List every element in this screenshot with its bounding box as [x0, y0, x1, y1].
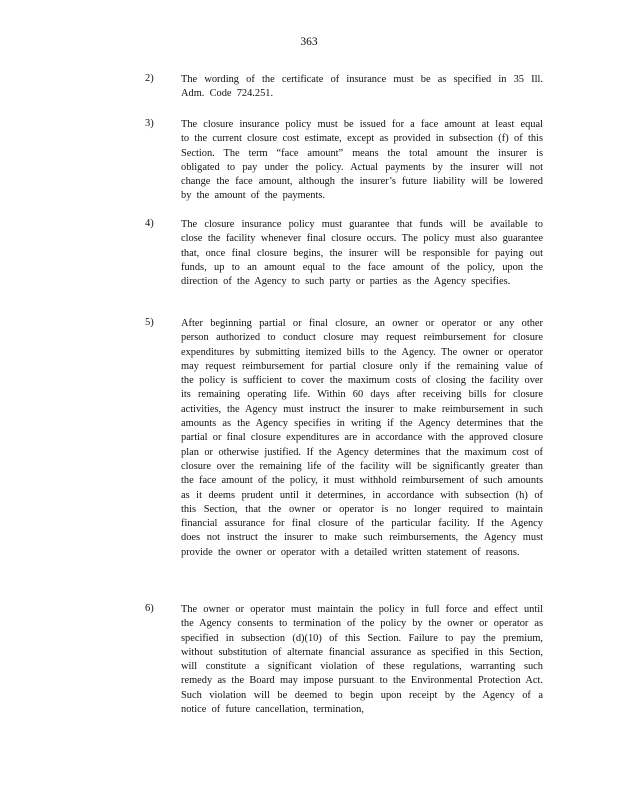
page-number: 363 [300, 36, 318, 48]
item-text: The closure insurance policy must guarantee that funds will be available to close the facility whenever final closure occurs. The policy must also guarantee that, once final closure begins, the insurer will be responsible for paying out funds, up to an amount equal to the face amount of the policy, upon the direction of the Agency to such party or parties as the Agency specifies. [181, 219, 543, 288]
item-text: After beginning partial or final closure, an owner or operator or any other person authorized to conduct closure may request reimbursement for closure expenditures by submitting itemized bills to the Agency. The owner or operator may request reimbursement for partial closure only if the remaining value of the policy is sufficient to cover the maximum costs of closing the facility over its remaining operating life. Within 60 days after receiving bills for closure activities, the Agency must instruct the insurer to make reimbursement in such amounts as the Agency specifies in writing if the Agency determines that the partial or final closure expenditures are in accordance with the approved closure plan or otherwise justified. If the Agency determines that the maximum cost of closure over the remaining life of the facility will be significantly greater than the face amount of the policy, it must withhold reimbursement of such amounts as it deems prudent until it determines, in accordance with subsection (h) of this Section, that the owner or operator is no longer required to maintain financial assurance for final closure of the particular facility. If the Agency does not instruct the insurer to make such reimbursements, the Agency must provide the owner or operator with a detailed written statement of reasons. [181, 318, 543, 558]
item-text: The wording of the certificate of insurance must be as specified in 35 Ill. Adm. Code 724.251. [181, 74, 543, 100]
item-number: 2) [145, 73, 154, 84]
item-number: 4) [145, 218, 154, 229]
item-text: The closure insurance policy must be issued for a face amount at least equal to the current closure cost estimate, except as provided in subsection (f) of this Section. The term “face amount” means the total amount the insurer is obligated to pay under the policy. Actual payments by the insurer will not change the face amount, although the insurer’s future liability will be lowered by the amount of the payments. [181, 119, 543, 202]
item-number: 6) [145, 603, 154, 614]
item-text: The owner or operator must maintain the policy in full force and effect until the Agency consents to termination of the policy by the owner or operator as specified in subsection (d)(10) of this Section. Failure to pay the premium, without substitution of alternate financial assurance as specified in this Section, will constitute a significant violation of these regulations, warranting such remedy as the Board may impose pursuant to the Environmental Protection Act. Such violation will be deemed to begin upon receipt by the Agency of a notice of future cancellation, termination, [181, 604, 543, 716]
item-number: 3) [145, 118, 154, 129]
item-number: 5) [145, 317, 154, 328]
